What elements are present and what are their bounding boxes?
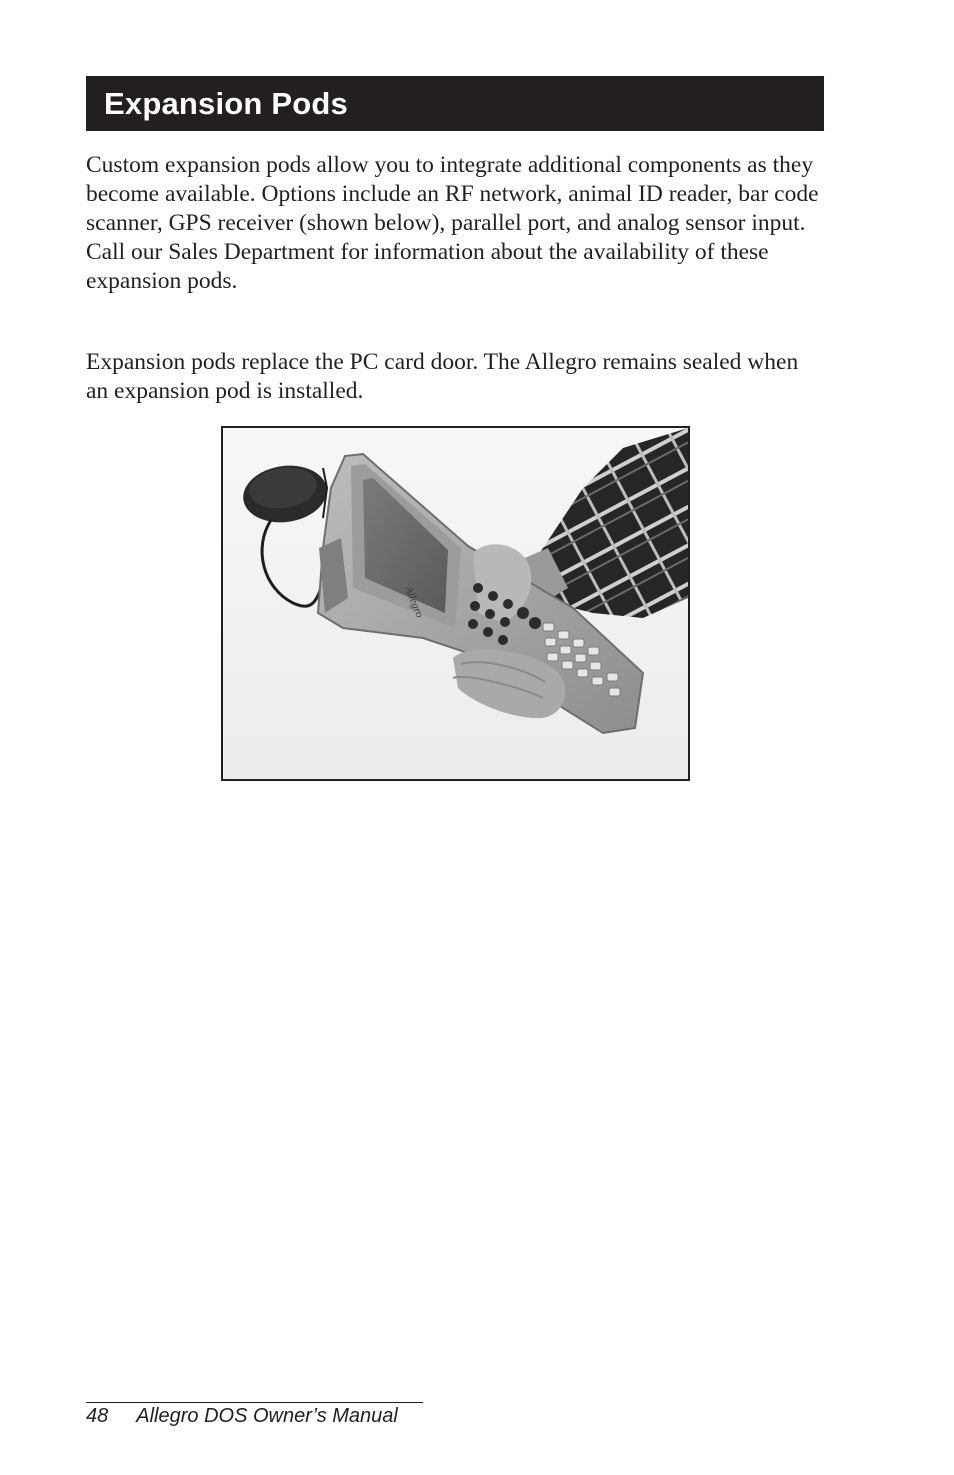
section-header-banner [86,76,824,131]
body-paragraph-1: Custom expansion pods allow you to integrate additional components as they become available. Options include an RF network, animal ID reader, bar code scanner, GPS receiver (shown below), parallel port, and analog sensor input. Call our Sales Department for information about the availability of these expansion pods. [86,152,819,294]
section-title: Expansion Pods [104,85,348,121]
page-footer [86,1405,398,1428]
footer-rule [86,1402,423,1403]
gps-pod-photo [221,426,690,781]
page-number: 48 [86,1405,109,1427]
device-brand-label: Allegro [402,584,426,620]
handheld-with-gps-pod-illustration [223,428,688,779]
manual-title: Allegro DOS Owner’s Manual [136,1405,398,1427]
body-paragraph-2: Expansion pods replace the PC card door. The Allegro remains sealed when an expansion pod is installed. [86,349,799,404]
